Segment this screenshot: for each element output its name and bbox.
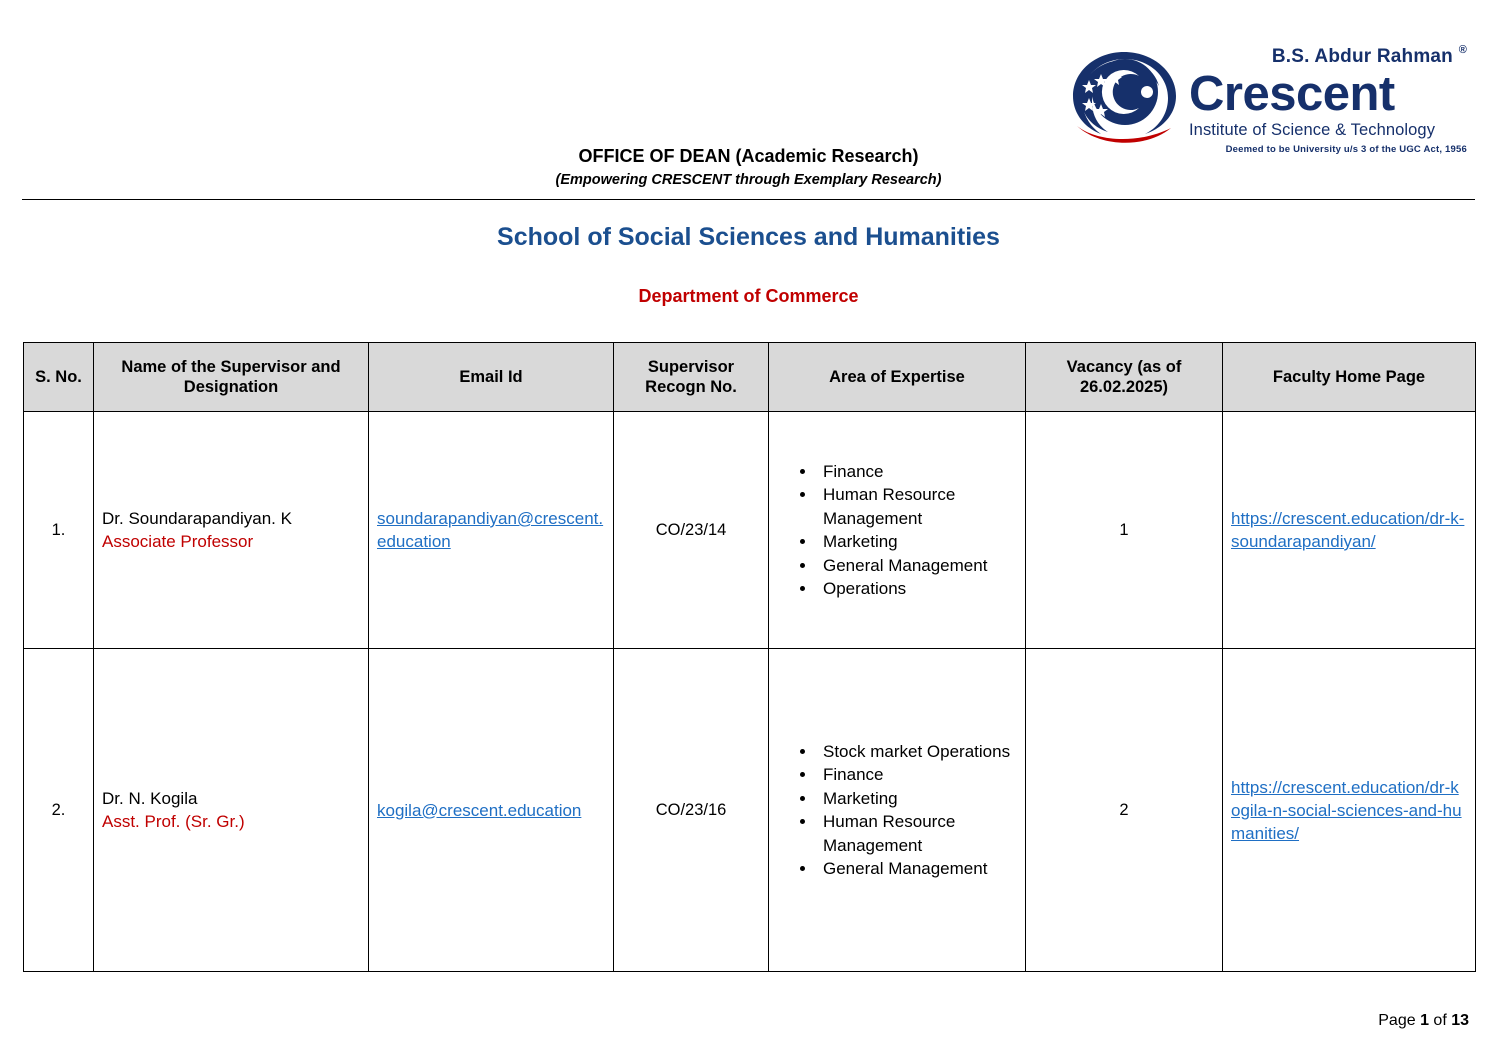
- column-header-name: Name of the Supervisor and Designation: [94, 343, 369, 412]
- supervisor-designation: Associate Professor: [102, 532, 254, 551]
- email-link[interactable]: soundarapandiyan@crescent.education: [377, 509, 604, 551]
- list-item: • Finance: [817, 460, 1017, 484]
- cell-vacancy: 2: [1026, 649, 1223, 972]
- logo-deemed-text: Deemed to be University u/s 3 of the UGC Act, 1956: [1225, 144, 1467, 155]
- list-item: • Human Resource Management: [817, 483, 1017, 530]
- logo-sub-text: Institute of Science & Technology: [1189, 121, 1436, 139]
- list-item: • Stock market Operations: [817, 740, 1017, 764]
- cell-recognition-no: CO/23/16: [614, 649, 769, 972]
- cell-recognition-no: CO/23/14: [614, 412, 769, 649]
- email-link[interactable]: kogila@crescent.education: [377, 800, 582, 820]
- footer-middle: of: [1428, 1012, 1452, 1029]
- cell-expertise: [769, 412, 1026, 649]
- table-row: [24, 649, 1476, 972]
- school-title: School of Social Sciences and Humanities: [497, 223, 1000, 251]
- column-header-sno: S. No.: [24, 343, 94, 412]
- list-item: • Operations: [817, 577, 1017, 601]
- list-item: • General Management: [817, 857, 1017, 881]
- cell-supervisor: [94, 649, 369, 972]
- list-item: • Human Resource Management: [817, 810, 1017, 857]
- logo-top-line: [1189, 46, 1467, 68]
- table-header-row: [24, 343, 1476, 412]
- office-tagline: (Empowering CRESCENT through Exemplary Research): [555, 172, 942, 188]
- department-title: Department of Commerce: [638, 286, 859, 306]
- cell-expertise: [769, 649, 1026, 972]
- footer-total-pages: 13: [1451, 1012, 1469, 1029]
- cell-sno: 2.: [24, 649, 94, 972]
- column-header-email: Email Id: [369, 343, 614, 412]
- footer-current-page: 1: [1420, 1012, 1429, 1029]
- faculty-homepage-link[interactable]: https://crescent.education/dr-kogila-n-social-sciences-and-humanities/: [1231, 777, 1462, 843]
- list-item: • Marketing: [817, 530, 1017, 554]
- list-item: • General Management: [817, 554, 1017, 578]
- list-item: • Finance: [817, 763, 1017, 787]
- supervisor-name: Dr. Soundarapandiyan. K: [102, 509, 292, 528]
- column-header-homepage: Faculty Home Page: [1223, 343, 1476, 412]
- supervisors-table: [23, 342, 1476, 972]
- office-heading: OFFICE OF DEAN (Academic Research): [578, 146, 919, 166]
- cell-email: [369, 412, 614, 649]
- cell-sno: 1.: [24, 412, 94, 649]
- logo-main-text: Crescent: [1189, 67, 1395, 121]
- cell-homepage: [1223, 412, 1476, 649]
- cell-vacancy: 1: [1026, 412, 1223, 649]
- logo-top-text: B.S. Abdur Rahman: [1271, 46, 1453, 67]
- expertise-list: [777, 460, 1017, 601]
- header-divider: [22, 199, 1475, 200]
- crescent-logo: [1067, 40, 1467, 155]
- supervisor-name: Dr. N. Kogila: [102, 789, 198, 808]
- table-row: [24, 412, 1476, 649]
- column-header-recog: Supervisor Recogn No.: [614, 343, 769, 412]
- footer-prefix: Page: [1378, 1012, 1421, 1029]
- faculty-homepage-link[interactable]: https://crescent.education/dr-k-soundarapandiyan/: [1231, 509, 1465, 551]
- column-header-vacancy: Vacancy (as of 26.02.2025): [1026, 343, 1223, 412]
- cell-supervisor: [94, 412, 369, 649]
- cell-email: [369, 649, 614, 972]
- logo-wordmark: [1189, 40, 1467, 155]
- crescent-emblem-icon: [1067, 48, 1182, 148]
- column-header-expertise: Area of Expertise: [769, 343, 1026, 412]
- page-footer: [1378, 1012, 1469, 1030]
- list-item: • Marketing: [817, 787, 1017, 811]
- cell-homepage: [1223, 649, 1476, 972]
- registered-mark: ®: [1458, 44, 1467, 56]
- supervisor-designation: Asst. Prof. (Sr. Gr.): [102, 812, 245, 831]
- expertise-list: [777, 740, 1017, 881]
